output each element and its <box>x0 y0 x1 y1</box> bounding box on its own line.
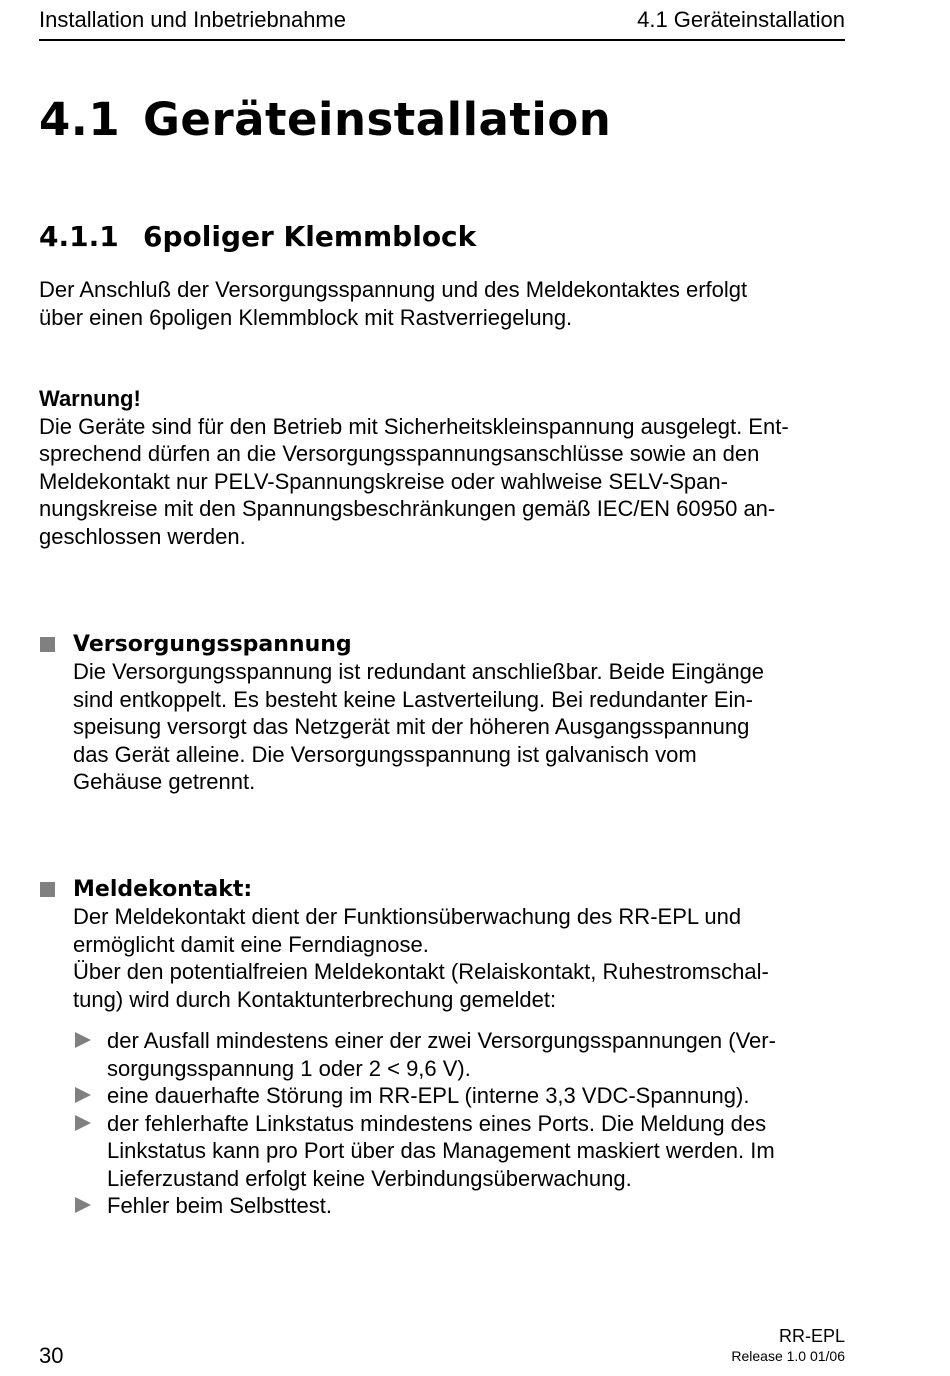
list-item: eine dauerhafte Störung im RR-EPL (interne 3,3 VDC-Spannung). <box>73 1082 845 1110</box>
section-title: 6poliger Klemmblock <box>143 220 477 253</box>
triangle-bullet-icon <box>75 1087 91 1103</box>
triangle-bullet-icon <box>75 1197 91 1213</box>
running-header-section: 4.1 Geräteinstallation <box>637 7 845 32</box>
supply-line: speisung versorgt das Netzgerät mit der höheren Ausgangsspannung <box>73 714 750 739</box>
product-name: RR-EPL <box>778 1326 845 1346</box>
signal-line: ermöglicht damit eine Ferndiagnose. <box>73 931 429 957</box>
intro-line: Der Anschluß der Versorgungsspannung und des Meldekontaktes erfolgt <box>39 277 748 302</box>
supply-line: Die Versorgungsspannung ist redundant anschließbar. Beide Eingänge <box>73 659 765 684</box>
warning-block <box>39 385 845 550</box>
signal-body <box>73 903 845 1013</box>
supply-line: Gehäuse getrennt. <box>73 769 256 794</box>
square-bullet-icon <box>40 882 55 897</box>
triangle-bullet-icon <box>75 1115 91 1131</box>
warning-line: Die Geräte sind für den Betrieb mit Sicherheitskleinspannung ausgelegt. Ent- <box>39 413 789 439</box>
chapter-number: 4.1 <box>39 93 121 146</box>
square-bullet-icon <box>40 637 55 652</box>
running-header-chapter: Installation und Inbetriebnahme <box>39 7 346 32</box>
supply-line: sind entkoppelt. Es besteht keine Lastverteilung. Bei redundanter Ein- <box>73 686 753 712</box>
signal-list <box>73 1027 845 1220</box>
intro-paragraph <box>39 276 845 331</box>
triangle-bullet-icon <box>75 1032 91 1048</box>
header-rule <box>39 39 845 41</box>
supply-line: das Gerät alleine. Die Versorgungsspannung ist galvanisch vom <box>73 741 697 767</box>
supply-body <box>73 658 845 796</box>
page-number: 30 <box>39 1343 64 1368</box>
signal-line: Über den potentialfreien Meldekontakt (Relaiskontakt, Ruhestromschal- <box>73 959 769 984</box>
chapter-title: Geräteinstallation <box>143 93 612 146</box>
list-item: der Ausfall mindestens einer der zwei Versorgungsspannungen (Ver- sorgungsspannung 1 oder 2 < 9,6 V). <box>73 1027 845 1082</box>
section-heading <box>39 220 476 253</box>
warning-line: nungskreise mit den Spannungsbeschränkungen gemäß IEC/EN 60950 an- <box>39 496 776 521</box>
intro-line: über einen 6poligen Klemmblock mit Rastverriegelung. <box>39 304 573 330</box>
section-number: 4.1.1 <box>39 220 119 253</box>
chapter-heading <box>39 93 611 146</box>
supply-title: Versorgungsspannung <box>73 632 352 657</box>
signal-line: Der Meldekontakt dient der Funktionsüberwachung des RR-EPL und <box>73 904 742 929</box>
signal-line: tung) wird durch Kontaktunterbrechung gemeldet: <box>73 986 557 1012</box>
warning-line: sprechend dürfen an die Versorgungsspannungsanschlüsse sowie an den <box>39 441 760 466</box>
list-item: der fehlerhafte Linkstatus mindestens eines Ports. Die Meldung des Linkstatus kann pro Port über das Management maskiert werden. Im Lieferzustand erfolgt keine Verbindungsüberwachung. <box>73 1110 845 1193</box>
warning-title: Warnung! <box>39 386 141 411</box>
warning-line: geschlossen werden. <box>39 523 246 549</box>
list-item: Fehler beim Selbsttest. <box>73 1192 845 1220</box>
signal-title: Meldekontakt: <box>73 877 253 902</box>
release-info: Release 1.0 01/06 <box>731 1348 845 1364</box>
warning-line: Meldekontakt nur PELV-Spannungskreise oder wahlweise SELV-Span- <box>39 468 728 494</box>
